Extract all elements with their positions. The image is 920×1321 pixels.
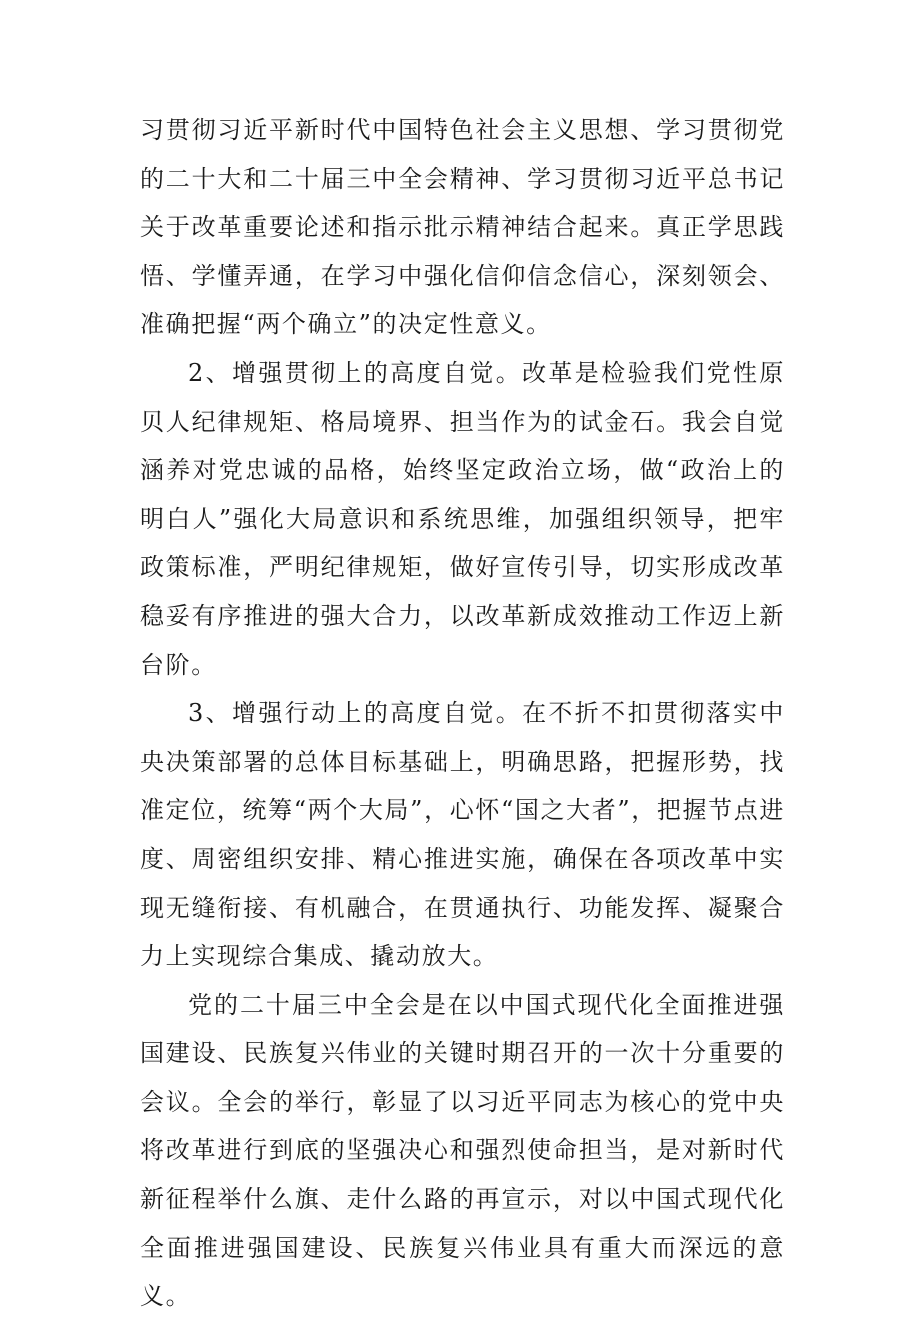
paragraph-point-2: 2、增强贯彻上的高度自觉。改革是检验我们党性原贝人纪律规矩、格局境界、担当作为的试金石。我会自觉涵养对党忠诚的品格，始终坚定政治立场，做“政治上的明白人”强化大局意识和系统思维，加强组织领导，把牢政策标准，严明纪律规矩，做好宣传引导，切实形成改革稳妥有序推进的强大合力，以改革新成效推动工作迈上新台阶。 — [140, 358, 785, 679]
paragraph-point-3: 3、增强行动上的高度自觉。在不折不扣贯彻落实中央决策部署的总体目标基础上，明确思路，把握形势，找准定位，统筹“两个大局”，心怀“国之大者”，把握节点进度、周密组织安排、精心推进实施，确保在各项改革中实现无缝衔接、有机融合，在贯通执行、功能发挥、凝聚合力上实现综合集成、撬动放大。 — [140, 699, 785, 971]
paragraph-closing: 党的二十届三中全会是在以中国式现代化全面推进强国建设、民族复兴伟业的关键时期召开的一次十分重要的会议。全会的举行，彰显了以习近平同志为核心的党中央将改革进行到底的坚强决心和强烈使命担当，是对新时代新征程举什么旗、走什么路的再宣示，对以中国式现代化全面推进强国建设、民族复兴伟业具有重大而深远的意义。 — [140, 990, 785, 1311]
document-body — [140, 106, 785, 1321]
paragraph-continued: 习贯彻习近平新时代中国特色社会主义思想、学习贯彻党的二十大和二十届三中全会精神、学习贯彻习近平总书记关于改革重要论述和指示批示精神结合起来。真正学思践悟、学懂弄通，在学习中强化信仰信念信心，深刻领会、准确把握“两个确立”的决定性意义。 — [140, 116, 785, 339]
